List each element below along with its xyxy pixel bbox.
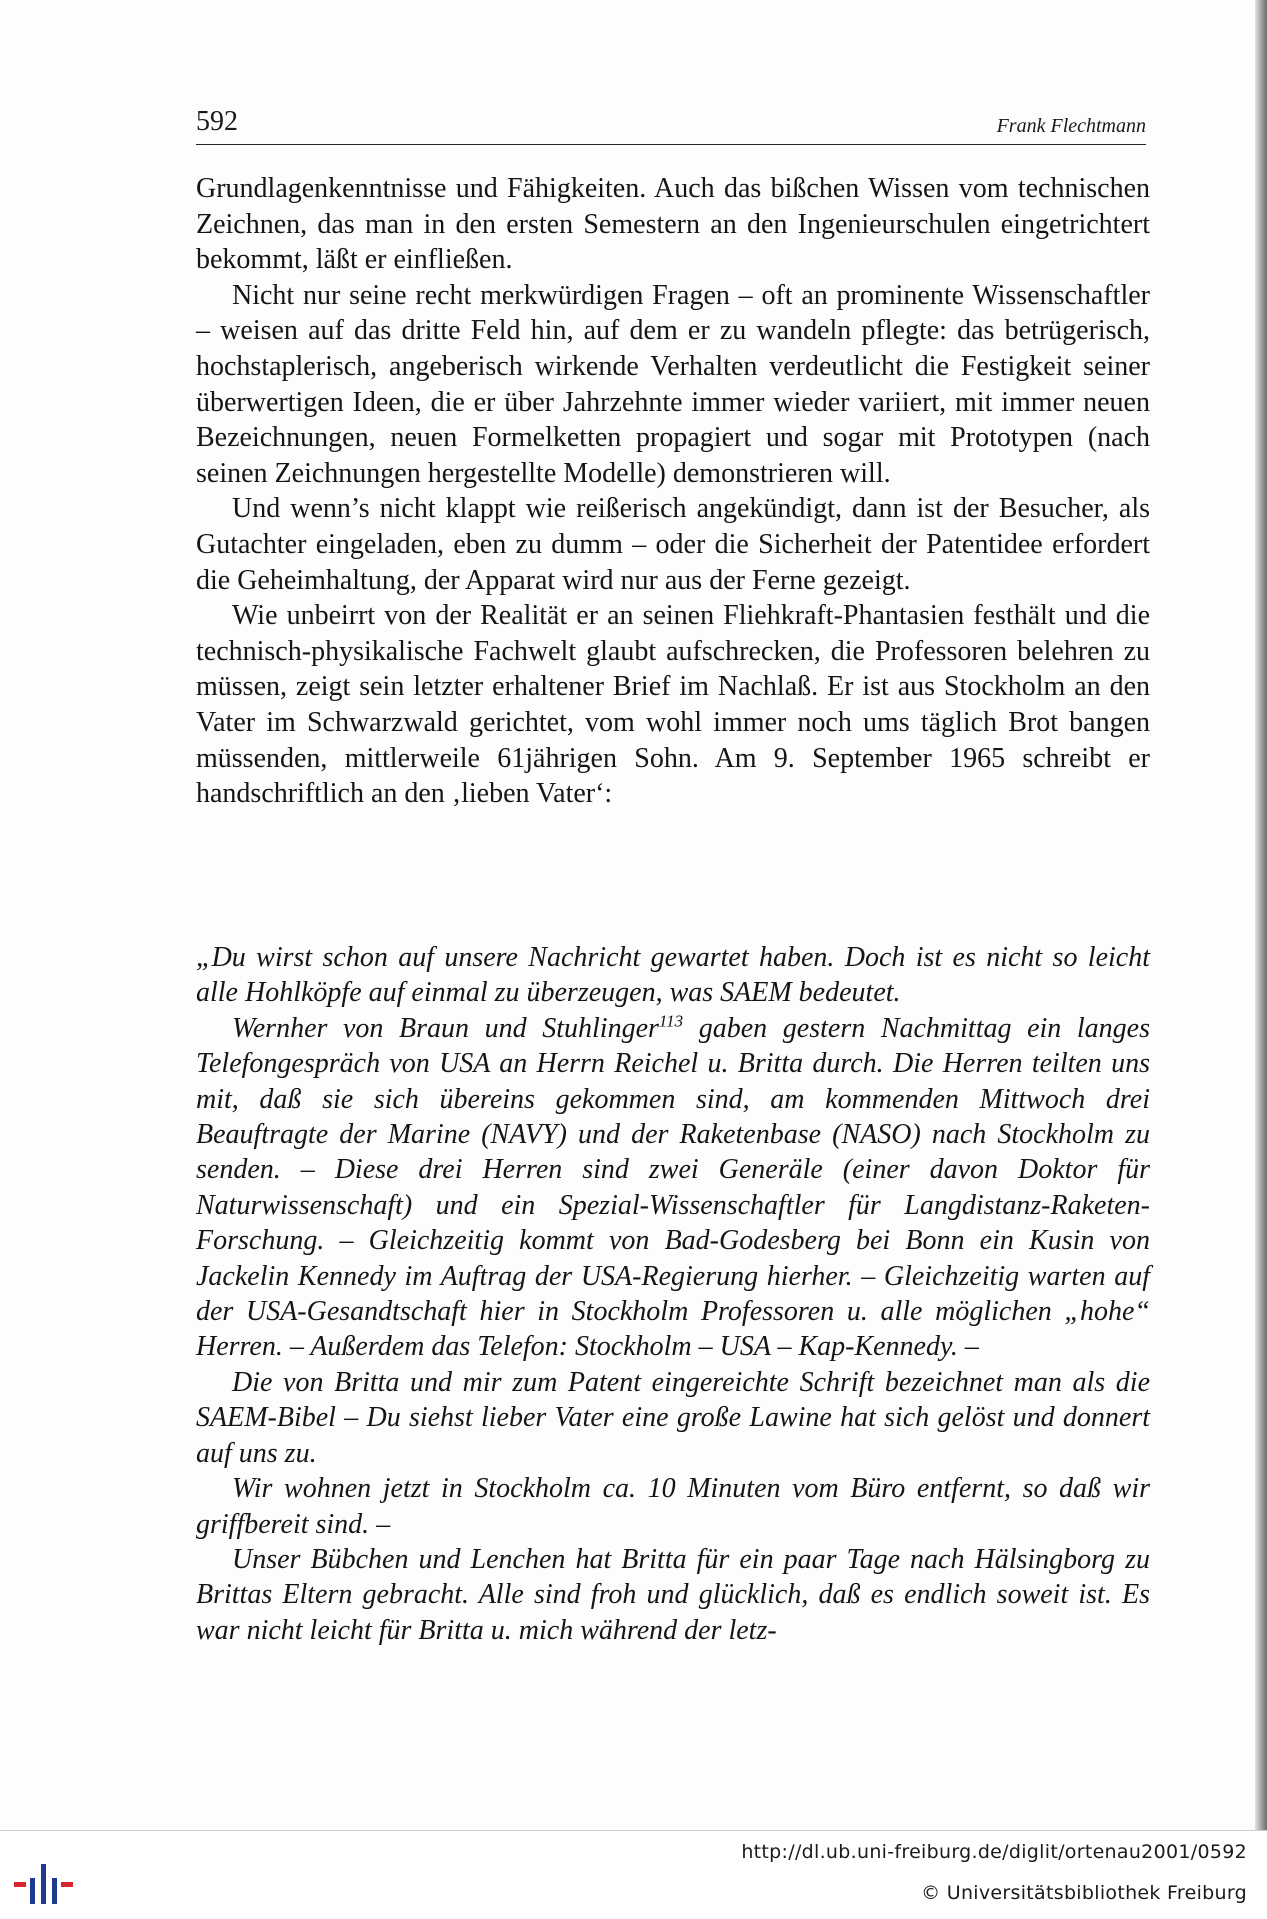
body-paragraph: Grundlagenkenntnisse und Fähigkeiten. Auch das bißchen Wissen vom technischen Zeichnen, das man in den ersten Semestern an den Ingenieurschulen eingetrichtert bekommt, läßt er einfließen.	[196, 173, 1150, 276]
quote-text: gaben gestern Nachmittag ein langes Telefongespräch von USA an Herrn Reichel u. Britta durch. Die Herren teilten uns mit, daß sie sich übereins gekommen sind, am kommenden Mittwoch drei Beauftragte der Marine (NAVY) und der Raketenbase (NASO) nach Stockholm zu senden. – Diese drei Herren sind zwei Generäle (einer davon Doktor für Naturwissenschaft) und ein Spezial-Wissenschaftler für Langdistanz-Raketen-Forschung. – Gleichzeitig kommt von Bad-Godesberg bei Bonn ein Kusin von Jackelin Kennedy im Auftrag der USA-Regierung hierher. – Gleichzeitig warten auf der USA-Gesandtschaft hier in Stockholm Professoren u. alle möglichen „hohe“ Herren. – Außerdem das Telefon: Stockholm – USA – Kap-Kennedy. –	[196, 1012, 1150, 1363]
quote-paragraph: Unser Bübchen und Lenchen hat Britta für ein paar Tage nach Hälsingborg zu Brittas Eltern gebracht. Alle sind froh und glücklich, daß es endlich soweit ist. Es war nicht leicht für Britta u. mich während der letz-	[196, 1543, 1150, 1646]
footer-copyright: © Universitätsbibliothek Freiburg	[921, 1882, 1247, 1904]
quote-paragraph: „Du wirst schon auf unsere Nachricht gewartet haben. Doch ist es nicht so leicht alle Hohlköpfe auf einmal zu überzeugen, was SAEM bedeutet.	[196, 942, 1150, 1009]
page-header	[196, 104, 1146, 145]
page-number: 592	[196, 106, 238, 137]
footnote-reference[interactable]: 113	[658, 1011, 684, 1031]
running-head-author: Frank Flechtmann	[996, 115, 1146, 137]
footer-url-link[interactable]: http://dl.ub.uni-freiburg.de/diglit/ortenau2001/0592	[741, 1841, 1247, 1863]
body-paragraph: Nicht nur seine recht merkwürdigen Fragen – oft an prominente Wissenschaftler – weisen auf das dritte Feld hin, auf dem er zu wandeln pflegte: das betrügerisch, hochstaplerisch, angeberisch wirkende Verhalten verdeutlicht die Festigkeit seiner überwertigen Ideen, die er über Jahrzehnte immer wieder variiert, mit immer neuen Bezeichnungen, neuen Formelketten propagiert und sogar mit Prototypen (nach seinen Zeichnungen hergestellte Modelle) demonstrieren will.	[196, 279, 1150, 489]
ub-freiburg-logo-icon	[14, 1864, 84, 1904]
body-paragraph: Und wenn’s nicht klappt wie reißerisch angekündigt, dann ist der Besucher, als Gutachter eingeladen, eben zu dumm – oder die Sicherheit der Patentidee erfordert die Geheimhaltung, der Apparat wird nur aus der Ferne gezeigt.	[196, 493, 1150, 596]
quote-text: Wernher von Braun und Stuhlinger	[232, 1012, 659, 1044]
quote-paragraph: Wir wohnen jetzt in Stockholm ca. 10 Minuten vom Büro entfernt, so daß wir griffbereit sind. –	[196, 1473, 1150, 1540]
body-text	[196, 171, 1150, 812]
footer-divider	[0, 1830, 1267, 1831]
body-paragraph: Wie unbeirrt von der Realität er an seinen Fliehkraft-Phantasien festhält und die technisch-physikalische Fachwelt glaubt aufschrecken, die Professoren belehren zu müssen, zeigt sein letzter erhaltener Brief im Nachlaß. Er ist aus Stockholm an den Vater im Schwarzwald gerichtet, vom wohl immer noch ums täglich Brot bangen müssenden, mittlerweile 61jährigen Sohn. Am 9. September 1965 schreibt er handschriftlich an den ‚lieben Vater‘:	[196, 600, 1150, 810]
quote-paragraph: Die von Britta und mir zum Patent eingereichte Schrift bezeichnet man als die SAEM-Bibel – Du siehst lieber Vater eine große Lawine hat sich gelöst und donnert auf uns zu.	[196, 1366, 1150, 1469]
letter-quote	[196, 940, 1150, 1648]
page-edge-shadow	[1255, 0, 1267, 1830]
quote-paragraph	[196, 1011, 1150, 1365]
